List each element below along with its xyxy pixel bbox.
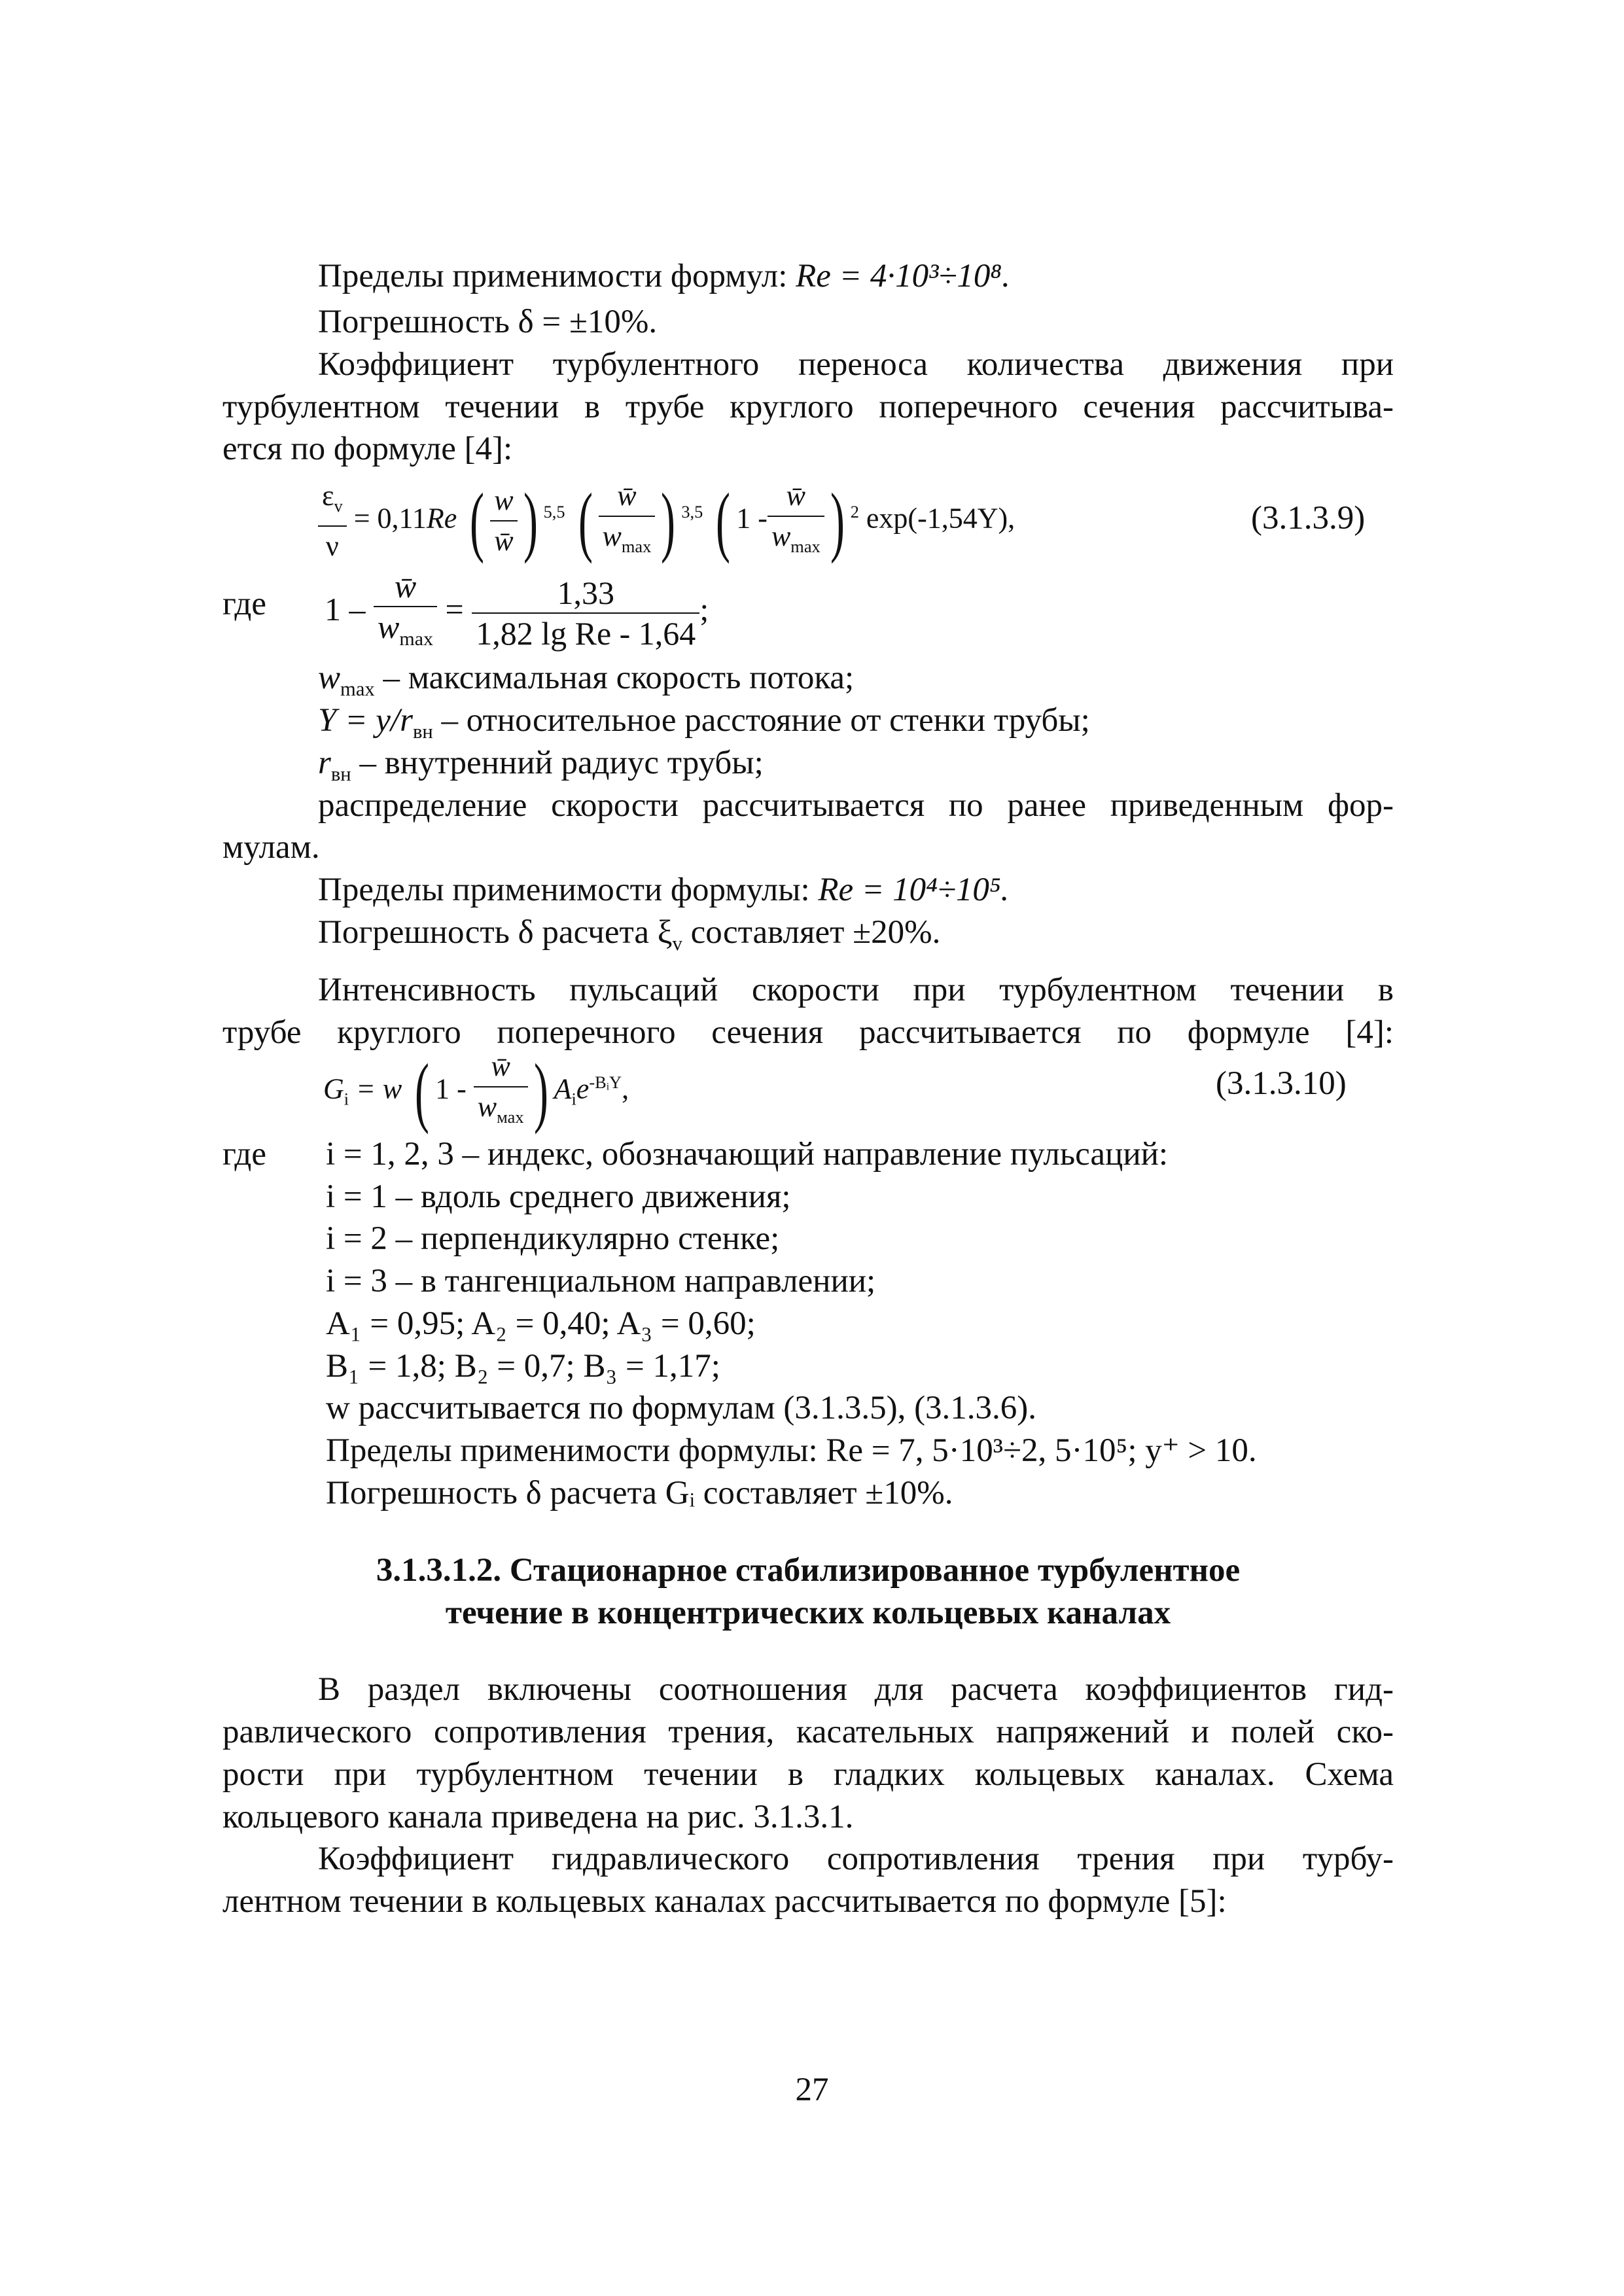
index-item: i = 1 – вдоль среднего движения; [326,1178,791,1215]
paragraph-line: лентном течении в кольцевых каналах рассчитывается по формуле [5]: [222,1883,1227,1920]
paragraph-line: В раздел включены соотношения для расчета коэффициентов гид- [318,1671,1394,1708]
paragraph-line: распределение скорости рассчитывается по ранее приведенным фор- [318,787,1394,824]
applicability-line-2: Пределы применимости формулы: Re = 10⁴÷10⁵. [318,872,1010,908]
equation-number: (3.1.3.9) [1251,500,1366,537]
paragraph-line: Интенсивность пульсаций скорости при турбулентном течении в [318,972,1394,1008]
equation-where-ratio: 1 – $\frac{w̄}{w_{max}}$ = $\frac{1,33}{\text{1,82 lg Re - 1,64}}$ ; [325,568,709,652]
lhs-fraction: $\frac{\varepsilon_v}{\nu}$ [318,476,347,566]
paragraph-line: рости при турбулентном течении в гладких кольцевых каналах. Схема [222,1756,1394,1793]
section-heading: течение в концентрических кольцевых каналах [445,1595,1171,1631]
index-item: i = 3 – в тангенциальном направлении; [326,1263,876,1299]
paragraph-line: Коэффициент турбулентного переноса количества движения при [318,346,1394,383]
paragraph-line: Коэффициент гидравлического сопротивления трения при турбу- [318,1841,1394,1877]
equation-number: (3.1.3.10) [1216,1065,1347,1102]
A-values: A₁ = 0,95; A₂ = 0,40; A₃ = 0,60; [326,1305,756,1342]
applicability-line-1: Пределы применимости формул: Re = 4·10³÷10⁸. [318,258,1010,294]
paragraph-line: ется по формуле [4]: [222,431,513,467]
re-range: Re = 4·10³÷10⁸. [796,258,1010,294]
w-ratio: $\frac{w}{w̄}$ [490,481,517,561]
wbar-wmax-ratio: $\frac{w̄}{w_{max}}$ [768,476,824,566]
where-label: где [222,586,266,622]
applicability-line-3: Пределы применимости формулы: Re = 7, 5·10³÷2, 5·10⁵; y⁺ > 10. [326,1432,1257,1469]
equation-3-1-3-10: $G_i = w$ ( 1 - $\frac{w̄}{w_{мах}}$ ) $A_ie^{-BᵢY}$, [323,1048,629,1135]
where-label: где [222,1136,266,1173]
error-line-3: Погрешность δ расчета Gᵢ составляет ±10%. [326,1475,953,1511]
paragraph-line: кольцевого канала приведена на рис. 3.1.3.1. [222,1799,854,1835]
paragraph-line: турбулентном течении в трубе круглого поперечного сечения рассчитыва- [222,389,1394,425]
error-line-2: Погрешность δ расчета $\xi_v$ составляет ±20%. [318,914,941,955]
rvn-definition: $r_{вн}$ – внутренний радиус трубы; [318,745,764,786]
index-description: i = 1, 2, 3 – индекс, обозначающий направление пульсаций: [326,1136,1169,1173]
wbar-wmax-ratio: $\frac{w̄}{w_{max}}$ [599,476,656,566]
paragraph-line: мулам. [222,829,320,866]
B-values: B₁ = 1,8; B₂ = 0,7; B₃ = 1,17; [326,1348,720,1385]
index-item: i = 2 – перпендикулярно стенке; [326,1220,780,1257]
equation-3-1-3-9: $\frac{\varepsilon_v}{\nu}$ = 0,11Re ( $\frac{w}{w̄}$ ) $^{5,5}$ ( $\frac{w̄}{w_{max}}$ ) $^{3,5}$ ( 1 - $\frac{w̄}{w_{max}}$ ) $^2$ exp(-1,54Y), [318,476,1015,566]
Y-definition: $Y = y/r_{вн}$ – относительное расстояние от стенки трубы; [318,702,1090,743]
w-reference: w рассчитывается по формулам (3.1.3.5), (3.1.3.6). [326,1390,1037,1426]
page-number: 27 [795,2072,829,2108]
wmax-definition: $w_{max}$ – максимальная скорость потока; [318,660,855,701]
paragraph-line: равлического сопротивления трения, касательных напряжений и полей ско- [222,1714,1394,1750]
error-line-1: Погрешность δ = ±10%. [318,304,658,340]
section-heading: 3.1.3.1.2. Стационарное стабилизированное турбулентное [376,1552,1241,1589]
paragraph-line: трубе круглого поперечного сечения рассчитывается по формуле [4]: [222,1014,1394,1051]
